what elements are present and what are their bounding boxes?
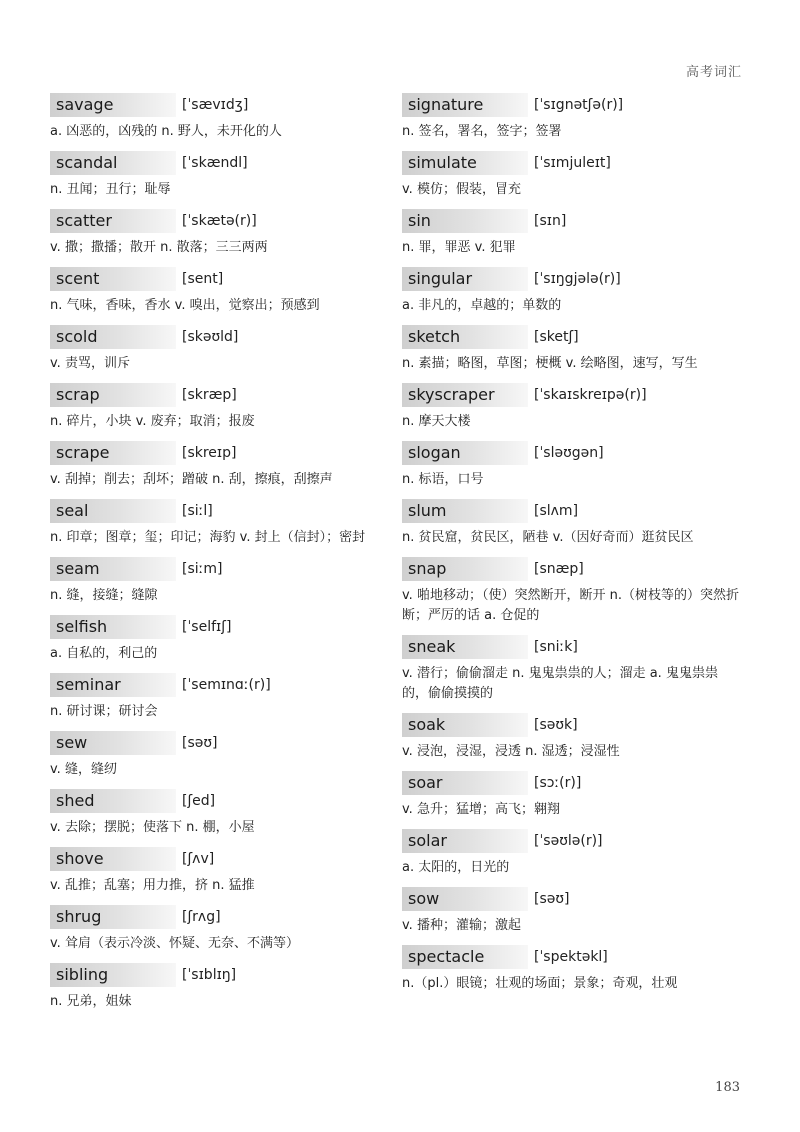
phonetic: [skəʊld] — [182, 329, 239, 345]
page-number: 183 — [715, 1080, 740, 1095]
headword: scrape — [50, 441, 176, 465]
definition: v. 啪地移动；（使）突然断开，断开 n.（树枝等的）突然折断；严厉的话 a. 仓促的 — [402, 588, 739, 623]
headword-line — [402, 92, 742, 118]
vocab-entry — [50, 614, 380, 664]
vocab-entry — [402, 150, 742, 200]
headword-line — [402, 208, 742, 234]
phonetic: [ˈsemɪnɑː(r)] — [182, 677, 271, 693]
headword: sibling — [50, 963, 176, 987]
definition: v. 模仿；假装，冒充 — [402, 182, 521, 197]
vocab-entry — [50, 846, 380, 896]
headword: slogan — [402, 441, 528, 465]
definition: v. 耸肩（表示冷淡、怀疑、无奈、不满等） — [50, 936, 299, 951]
headword: soar — [402, 771, 528, 795]
vocab-entry — [50, 556, 380, 606]
definition: n. 素描；略图，草图；梗概 v. 绘略图，速写，写生 — [402, 356, 698, 371]
headword-line — [50, 92, 380, 118]
definition: n. 摩天大楼 — [402, 414, 471, 429]
definition: v. 乱推；乱塞；用力推，挤 n. 猛推 — [50, 878, 255, 893]
phonetic: [sɔː(r)] — [534, 775, 582, 791]
definition: v. 去除；摆脱；使落下 n. 棚，小屋 — [50, 820, 255, 835]
phonetic: [səʊk] — [534, 717, 578, 733]
vocab-entry — [50, 672, 380, 722]
headword-line — [402, 944, 742, 970]
headword: signature — [402, 93, 528, 117]
headword: scent — [50, 267, 176, 291]
definition: a. 太阳的，日光的 — [402, 860, 510, 875]
definition: a. 凶恶的，凶残的 n. 野人，未开化的人 — [50, 124, 282, 139]
headword: simulate — [402, 151, 528, 175]
vocab-entry — [402, 208, 742, 258]
headword: scold — [50, 325, 176, 349]
headword-line — [50, 208, 380, 234]
vocab-entry — [50, 324, 380, 374]
definition: v. 急升；猛增；高飞；翱翔 — [402, 802, 560, 817]
phonetic: [ˈspektəkl] — [534, 949, 608, 965]
definition: n. 气味，香味，香水 v. 嗅出，觉察出；预感到 — [50, 298, 320, 313]
vocab-entry — [402, 634, 742, 704]
phonetic: [slʌm] — [534, 503, 579, 519]
definition: v. 责骂，训斥 — [50, 356, 130, 371]
vocab-entry — [50, 498, 380, 548]
headword: seminar — [50, 673, 176, 697]
phonetic: [ʃed] — [182, 793, 216, 809]
vocab-entry — [50, 92, 380, 142]
headword-line — [402, 498, 742, 524]
definition: n. 签名，署名，签字；签署 — [402, 124, 562, 139]
vocab-entry — [402, 92, 742, 142]
headword: scatter — [50, 209, 176, 233]
vocab-entry — [402, 266, 742, 316]
definition: v. 刮掉；削去；刮坏；蹭破 n. 刮，擦痕，刮擦声 — [50, 472, 333, 487]
headword-line — [402, 770, 742, 796]
phonetic: [skræp] — [182, 387, 237, 403]
phonetic: [snæp] — [534, 561, 584, 577]
headword: savage — [50, 93, 176, 117]
definition: a. 自私的，利己的 — [50, 646, 158, 661]
phonetic: [ˈsɪŋgjələ(r)] — [534, 271, 621, 287]
headword-line — [50, 962, 380, 988]
headword: seal — [50, 499, 176, 523]
headword: seam — [50, 557, 176, 581]
vocab-entry — [50, 904, 380, 954]
headword-line — [402, 828, 742, 854]
phonetic: [ˈskætə(r)] — [182, 213, 257, 229]
headword-line — [50, 150, 380, 176]
vocab-entry — [402, 944, 742, 994]
definition: n. 研讨课；研讨会 — [50, 704, 158, 719]
headword: scrap — [50, 383, 176, 407]
definition: n. 缝，接缝；缝隙 — [50, 588, 158, 603]
headword-line — [402, 266, 742, 292]
phonetic: [səʊ] — [534, 891, 570, 907]
phonetic: [ˈsævɪdʒ] — [182, 97, 249, 113]
vocab-entry — [402, 324, 742, 374]
headword-line — [402, 150, 742, 176]
phonetic: [ˈselfɪʃ] — [182, 619, 232, 635]
headword-line — [402, 556, 742, 582]
vocab-entry — [50, 730, 380, 780]
headword-line — [50, 904, 380, 930]
phonetic: [ˈsəʊlə(r)] — [534, 833, 603, 849]
headword: sew — [50, 731, 176, 755]
phonetic: [sketʃ] — [534, 329, 579, 345]
definition: v. 潜行；偷偷溜走 n. 鬼鬼祟祟的人；溜走 a. 鬼鬼祟祟的，偷偷摸摸的 — [402, 666, 718, 701]
vocab-entry — [50, 962, 380, 1012]
vocab-entry — [402, 712, 742, 762]
vocab-entry — [402, 498, 742, 548]
headword: slum — [402, 499, 528, 523]
phonetic: [ˈsɪgnətʃə(r)] — [534, 97, 624, 113]
headword: spectacle — [402, 945, 528, 969]
definition: n. 印章；图章；玺；印记；海豹 v. 封上（信封）；密封 — [50, 530, 366, 545]
headword: scandal — [50, 151, 176, 175]
headword: shrug — [50, 905, 176, 929]
definition: n. 罪，罪恶 v. 犯罪 — [402, 240, 516, 255]
vocab-entry — [50, 382, 380, 432]
definition: n.（pl.）眼镜；壮观的场面；景象；奇观，壮观 — [402, 976, 678, 991]
definition: n. 丑闻；丑行；耻辱 — [50, 182, 171, 197]
headword: snap — [402, 557, 528, 581]
phonetic: [ʃrʌg] — [182, 909, 221, 925]
headword-line — [50, 846, 380, 872]
phonetic: [ˈsləʊgən] — [534, 445, 604, 461]
headword-line — [402, 324, 742, 350]
vocab-entry — [402, 770, 742, 820]
headword-line — [402, 886, 742, 912]
headword-line — [50, 672, 380, 698]
headword: shed — [50, 789, 176, 813]
vocab-entry — [402, 886, 742, 936]
vocab-column-left — [50, 92, 380, 1012]
phonetic: [səʊ] — [182, 735, 218, 751]
headword-line — [402, 382, 742, 408]
headword-line — [50, 788, 380, 814]
headword-line — [402, 712, 742, 738]
vocab-entry — [50, 150, 380, 200]
headword-line — [402, 440, 742, 466]
definition: v. 播种；灌输；激起 — [402, 918, 521, 933]
headword: shove — [50, 847, 176, 871]
headword-line — [50, 614, 380, 640]
headword: singular — [402, 267, 528, 291]
definition: a. 非凡的，卓越的；单数的 — [402, 298, 562, 313]
definition: v. 撒；撒播；散开 n. 散落；三三两两 — [50, 240, 268, 255]
headword: sin — [402, 209, 528, 233]
definition: n. 贫民窟，贫民区，陋巷 v.（因好奇而）逛贫民区 — [402, 530, 694, 545]
headword-line — [50, 498, 380, 524]
phonetic: [sent] — [182, 271, 224, 287]
phonetic: [skreɪp] — [182, 445, 237, 461]
phonetic: [siːl] — [182, 503, 213, 519]
vocab-entry — [50, 788, 380, 838]
phonetic: [ˈsɪmjuleɪt] — [534, 155, 611, 171]
vocab-entry — [402, 556, 742, 626]
headword: skyscraper — [402, 383, 528, 407]
headword-line — [50, 556, 380, 582]
phonetic: [ˈskændl] — [182, 155, 248, 171]
headword-line — [50, 324, 380, 350]
definition: v. 浸泡，浸湿，浸透 n. 湿透；浸湿性 — [402, 744, 620, 759]
headword: sketch — [402, 325, 528, 349]
vocab-entry — [402, 382, 742, 432]
phonetic: [ˈsɪblɪŋ] — [182, 967, 237, 983]
definition: n. 碎片，小块 v. 废弃；取消；报废 — [50, 414, 255, 429]
phonetic: [sniːk] — [534, 639, 578, 655]
headword: solar — [402, 829, 528, 853]
page-header: 高考词汇 — [685, 65, 742, 80]
phonetic: [siːm] — [182, 561, 223, 577]
vocab-column-right — [402, 92, 742, 994]
definition: n. 标语，口号 — [402, 472, 484, 487]
headword-line — [50, 266, 380, 292]
headword-line — [402, 634, 742, 660]
vocab-entry — [50, 208, 380, 258]
phonetic: [ʃʌv] — [182, 851, 215, 867]
definition: v. 缝，缝纫 — [50, 762, 117, 777]
headword: soak — [402, 713, 528, 737]
vocab-entry — [50, 266, 380, 316]
phonetic: [sɪn] — [534, 213, 567, 229]
vocab-entry — [402, 828, 742, 878]
headword: sow — [402, 887, 528, 911]
vocab-entry — [50, 440, 380, 490]
headword-line — [50, 382, 380, 408]
headword-line — [50, 730, 380, 756]
headword: sneak — [402, 635, 528, 659]
definition: n. 兄弟，姐妹 — [50, 994, 132, 1009]
headword-line — [50, 440, 380, 466]
vocab-entry — [402, 440, 742, 490]
headword: selfish — [50, 615, 176, 639]
phonetic: [ˈskaɪskreɪpə(r)] — [534, 387, 647, 403]
